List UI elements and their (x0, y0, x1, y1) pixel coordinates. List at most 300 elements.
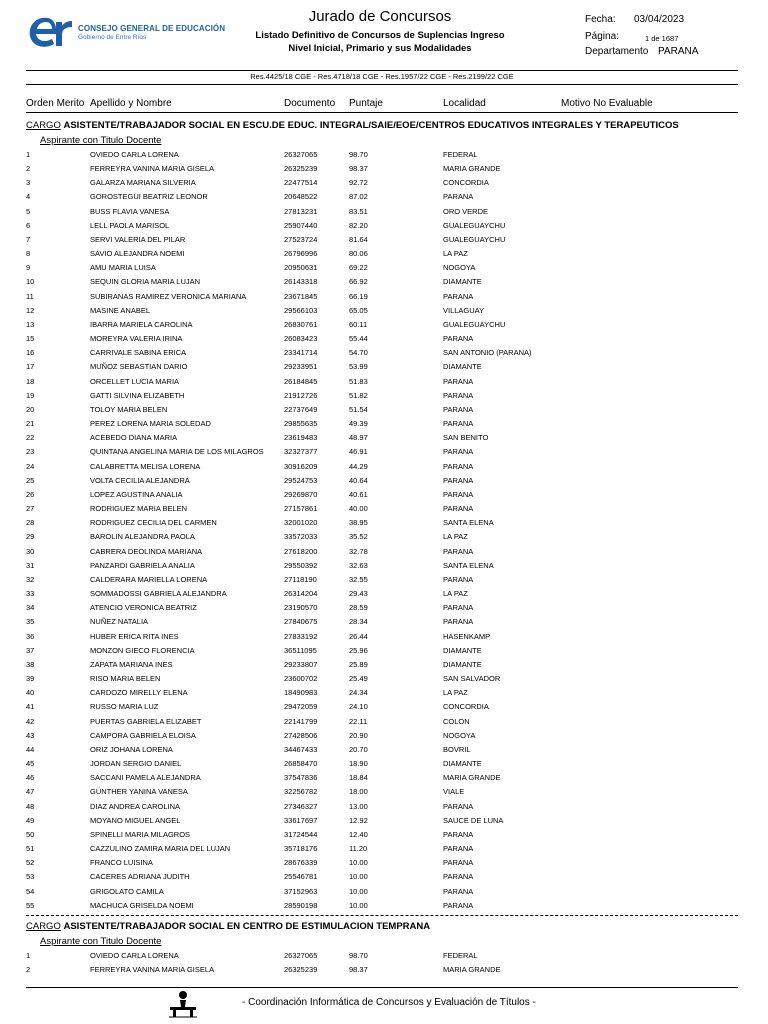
cell-localidad: SAN BENITO (443, 433, 489, 443)
cell-apellido-nombre: MACHUCA GRISELDA NOEMI (90, 900, 194, 910)
cell-orden-merito: 45 (26, 759, 35, 769)
cell-orden-merito: 7 (26, 234, 31, 244)
cge-logo (26, 12, 226, 52)
cell-orden-merito: 43 (26, 730, 35, 740)
cell-puntaje: 46.91 (349, 447, 368, 457)
cell-orden-merito: 42 (26, 716, 35, 726)
cell-puntaje: 25.89 (349, 659, 368, 669)
cell-localidad: PARANA (443, 886, 474, 896)
departamento-label: Departamento (585, 46, 649, 57)
cell-documento: 34467433 (284, 744, 318, 754)
table-row (0, 221, 768, 235)
table-row (0, 532, 768, 546)
cell-apellido-nombre: CARRIVALE SABINA ERICA (90, 348, 187, 358)
cell-documento: 26327065 (284, 150, 318, 159)
cell-puntaje: 24.34 (349, 688, 368, 698)
cell-apellido-nombre: VOLTA CECILIA ALEJANDRA (90, 475, 190, 485)
cell-localidad: PARANA (443, 461, 474, 471)
cell-apellido-nombre: ORCELLET LUCIA MARIA (90, 376, 180, 386)
cell-documento: 25546781 (284, 872, 318, 882)
cell-orden-merito: 50 (26, 829, 35, 839)
cell-orden-merito: 20 (26, 404, 35, 414)
table-row (0, 632, 768, 646)
pagina-value: 1 de 1687 (645, 34, 679, 43)
cell-apellido-nombre: AMU MARIA LUISA (90, 263, 156, 273)
cell-puntaje: 98.37 (349, 965, 368, 975)
cell-puntaje: 12.92 (349, 815, 368, 825)
cell-localidad: PARANA (443, 829, 474, 839)
cell-orden-merito: 9 (26, 263, 31, 273)
col-header-localidad: Localidad (443, 98, 486, 109)
cell-localidad: PARANA (443, 192, 474, 202)
table-row (0, 504, 768, 518)
cell-puntaje: 83.51 (349, 206, 368, 216)
cell-apellido-nombre: RISO MARIA BELEN (90, 674, 161, 684)
logo-org-name: CONSEJO GENERAL DE EDUCACIÓN (78, 24, 226, 33)
cargo-title: ASISTENTE/TRABAJADOR SOCIAL EN CENTRO DE ESTIMULACION TEMPRANA (63, 921, 431, 932)
table-row (0, 277, 768, 291)
cell-documento: 27428506 (284, 730, 318, 740)
table-row (0, 773, 768, 787)
section-dashed-divider (26, 915, 738, 916)
table-row (0, 419, 768, 433)
cell-puntaje: 29.43 (349, 589, 368, 599)
cell-apellido-nombre: RUSSO MARIA LUZ (90, 702, 159, 712)
table-row (0, 688, 768, 702)
logo-gov-name: Gobierno de Entre Ríos (78, 34, 147, 41)
cell-localidad: LA PAZ (443, 532, 468, 542)
cell-documento: 18490983 (284, 688, 318, 698)
cell-orden-merito: 25 (26, 475, 35, 485)
cell-documento: 23190570 (284, 603, 318, 613)
cell-orden-merito: 3 (26, 178, 31, 188)
cell-documento: 26858470 (284, 759, 318, 769)
cell-localidad: PARANA (443, 291, 474, 301)
col-header-orden: Orden Merito (26, 98, 85, 109)
table-row (0, 192, 768, 206)
cell-puntaje: 28.34 (349, 617, 368, 627)
cell-localidad: PARANA (443, 900, 474, 910)
table-row (0, 263, 768, 277)
table-row (0, 306, 768, 320)
resoluciones-text: Res.4425/18 CGE - Res.4718/18 CGE - Res.1957/22 CGE - Res.2199/22 CGE (250, 72, 514, 81)
cell-puntaje: 20.70 (349, 744, 368, 754)
table-row (0, 334, 768, 348)
cell-puntaje: 10.00 (349, 858, 368, 868)
table-row (0, 901, 768, 915)
footer-text: - Coordinación Informática de Concursos y Evaluación de Títulos - (242, 997, 536, 1008)
cell-puntaje: 32.63 (349, 560, 368, 570)
cell-localidad: COLON (443, 716, 470, 726)
cell-orden-merito: 23 (26, 447, 35, 457)
cell-apellido-nombre: GRIGOLATO CAMILA (90, 886, 164, 896)
cell-puntaje: 32.78 (349, 546, 368, 556)
cell-apellido-nombre: SPINELLI MARIA MILAGROS (90, 829, 191, 839)
cell-localidad: PARANA (443, 404, 474, 414)
cell-apellido-nombre: SUBIRANAS RAMIREZ VERONICA MARIANA (90, 291, 247, 301)
cell-apellido-nombre: LELL PAOLA MARISOL (90, 220, 170, 230)
cell-orden-merito: 18 (26, 376, 35, 386)
cell-documento: 33572033 (284, 532, 318, 542)
cell-localidad: FEDERAL (443, 951, 478, 960)
col-header-apellido: Apellido y Nombre (90, 98, 172, 109)
cell-apellido-nombre: GÜNTHER YANINA VANESA (90, 787, 188, 797)
cell-documento: 22141799 (284, 716, 318, 726)
cell-documento: 27523724 (284, 234, 318, 244)
cell-documento: 23600702 (284, 674, 318, 684)
table-row (0, 292, 768, 306)
cell-apellido-nombre: CALABRETTA MELISA LORENA (90, 461, 201, 471)
cell-apellido-nombre: FRANCO LUISINA (90, 858, 153, 868)
cell-documento: 27813231 (284, 206, 318, 216)
cell-puntaje: 12.40 (349, 829, 368, 839)
cell-documento: 29566103 (284, 305, 318, 315)
cell-documento: 30916209 (284, 461, 318, 471)
table-row (0, 858, 768, 872)
cell-localidad: NOGOYA (443, 263, 476, 273)
cell-apellido-nombre: MUÑOZ SEBASTIAN DARIO (90, 362, 188, 372)
cell-localidad: PARANA (443, 858, 474, 868)
cell-puntaje: 66.92 (349, 277, 368, 287)
cell-localidad: GUALEGUAYCHU (443, 220, 506, 230)
cell-puntaje: 87.02 (349, 192, 368, 202)
cell-puntaje: 25.49 (349, 674, 368, 684)
cell-puntaje: 98.70 (349, 951, 368, 960)
cell-puntaje: 53.99 (349, 362, 368, 372)
cell-puntaje: 54.70 (349, 348, 368, 358)
cell-puntaje: 51.83 (349, 376, 368, 386)
table-row (0, 816, 768, 830)
cell-documento: 29524753 (284, 475, 318, 485)
cell-apellido-nombre: NUÑEZ NATALIA (90, 617, 149, 627)
cell-documento: 27118190 (284, 574, 317, 584)
cell-documento: 29472059 (284, 702, 318, 712)
cell-orden-merito: 40 (26, 688, 35, 698)
table-row (0, 207, 768, 221)
cell-localidad: DIAMANTE (443, 659, 482, 669)
cell-documento: 36511095 (284, 645, 317, 655)
cell-orden-merito: 4 (26, 192, 31, 202)
cell-documento: 28590198 (284, 900, 318, 910)
cell-documento: 29550392 (284, 560, 318, 570)
cell-puntaje: 60.11 (349, 319, 368, 329)
cell-orden-merito: 15 (26, 334, 35, 344)
cell-documento: 20648522 (284, 192, 318, 202)
cell-orden-merito: 29 (26, 532, 35, 542)
cell-documento: 29233807 (284, 659, 318, 669)
cell-orden-merito: 35 (26, 617, 35, 627)
cell-apellido-nombre: SEQUIN GLORIA MARIA LUJAN (90, 277, 201, 287)
cell-orden-merito: 53 (26, 872, 35, 882)
cell-localidad: PARANA (443, 603, 474, 613)
cell-apellido-nombre: HUBER ERICA RITA INES (90, 631, 179, 641)
cell-puntaje: 82.20 (349, 220, 368, 230)
cell-documento: 29269870 (284, 489, 318, 499)
cell-documento: 22737649 (284, 404, 318, 414)
cell-localidad: PARANA (443, 872, 474, 882)
cge-logo-icon (26, 12, 74, 52)
cell-documento: 27346327 (284, 801, 318, 811)
cell-localidad: SANTA ELENA (443, 560, 494, 570)
table-row (0, 646, 768, 660)
cell-puntaje: 32.55 (349, 574, 368, 584)
cell-localidad: PARANA (443, 801, 474, 811)
cell-apellido-nombre: FERREYRA VANINA MARIA GISELA (90, 965, 215, 975)
cell-puntaje: 26.44 (349, 631, 368, 641)
table-row (0, 802, 768, 816)
cell-puntaje: 80.06 (349, 249, 368, 259)
table-row (0, 447, 768, 461)
cell-localidad: SAN SALVADOR (443, 674, 501, 684)
table-row (0, 405, 768, 419)
cell-apellido-nombre: SOMMADOSSI GABRIELA ALEJANDRA (90, 589, 227, 599)
cell-orden-merito: 12 (26, 305, 35, 315)
table-row (0, 490, 768, 504)
cell-orden-merito: 49 (26, 815, 35, 825)
cell-localidad: LA PAZ (443, 589, 468, 599)
cell-puntaje: 51.54 (349, 404, 368, 414)
table-row (0, 433, 768, 447)
cell-documento: 20950631 (284, 263, 318, 273)
cell-puntaje: 40.64 (349, 475, 368, 485)
cell-localidad: VIALE (443, 787, 465, 797)
cell-localidad: ORO VERDE (443, 206, 489, 216)
table-row (0, 830, 768, 844)
table-row (0, 589, 768, 603)
resoluciones-divider (26, 84, 738, 85)
cell-apellido-nombre: PEREZ LORENA MARIA SOLEDAD (90, 419, 211, 429)
cargo-heading-1 (26, 120, 679, 131)
col-header-puntaje: Puntaje (349, 98, 383, 109)
cell-orden-merito: 6 (26, 220, 31, 230)
cargo-label: CARGO (26, 921, 61, 932)
cell-documento: 33617697 (284, 815, 318, 825)
cell-orden-merito: 41 (26, 702, 35, 712)
cell-puntaje: 28.59 (349, 603, 368, 613)
cell-apellido-nombre: CACERES ADRIANA JUDITH (90, 872, 190, 882)
cell-apellido-nombre: DIAZ ANDREA CAROLINA (90, 801, 181, 811)
table-row (0, 320, 768, 334)
cell-localidad: CONCORDIA (443, 178, 489, 188)
cell-puntaje: 48.97 (349, 433, 368, 443)
cell-localidad: MARIA GRANDE (443, 773, 501, 783)
footer-divider (26, 987, 738, 988)
cell-orden-merito: 33 (26, 589, 35, 599)
cell-apellido-nombre: CALDERARA MARIELLA LORENA (90, 574, 208, 584)
cell-localidad: VILLAGUAY (443, 305, 485, 315)
cell-orden-merito: 17 (26, 362, 35, 372)
cell-puntaje: 44.29 (349, 461, 368, 471)
cell-localidad: DIAMANTE (443, 362, 482, 372)
page-subtitle-2: Nivel Inicial, Primario y sus Modalidades (288, 43, 472, 54)
cargo-label: CARGO (26, 120, 61, 131)
cell-documento: 29233951 (284, 362, 318, 372)
cell-orden-merito: 32 (26, 574, 35, 584)
cell-apellido-nombre: MASINE ANABEL (90, 305, 151, 315)
table-row (0, 702, 768, 716)
table-row (0, 745, 768, 759)
cell-localidad: PARANA (443, 376, 474, 386)
cell-orden-merito: 2 (26, 965, 31, 975)
cell-documento: 26327065 (284, 951, 318, 960)
cell-localidad: PARANA (443, 617, 474, 627)
cell-orden-merito: 8 (26, 249, 31, 259)
cell-apellido-nombre: ORIZ JOHANA LORENA (90, 744, 173, 754)
cell-apellido-nombre: SERVI VALERIA DEL PILAR (90, 234, 186, 244)
cell-puntaje: 13.00 (349, 801, 368, 811)
departamento-value: PARANA (658, 46, 699, 57)
cell-puntaje: 24.10 (349, 702, 368, 712)
cell-apellido-nombre: BAROLIN ALEJANDRA PAOLA (90, 532, 195, 542)
cell-apellido-nombre: ZAPATA MARIANA INES (90, 659, 173, 669)
cell-orden-merito: 16 (26, 348, 35, 358)
cell-orden-merito: 46 (26, 773, 35, 783)
cell-puntaje: 98.37 (349, 164, 368, 174)
cell-documento: 32256782 (284, 787, 318, 797)
cell-localidad: PARANA (443, 475, 474, 485)
cell-documento: 32327377 (284, 447, 318, 457)
cell-puntaje: 35.52 (349, 532, 368, 542)
table-row (0, 547, 768, 561)
cell-orden-merito: 34 (26, 603, 35, 613)
school-desk-icon (168, 990, 198, 1018)
cell-apellido-nombre: GATTI SILVINA ELIZABETH (90, 390, 185, 400)
table-row (0, 249, 768, 263)
cell-apellido-nombre: PANZARDI GABRIELA ANALIA (90, 560, 195, 570)
cell-localidad: LA PAZ (443, 249, 468, 259)
cell-apellido-nombre: CAZZULINO ZAMIRA MARIA DEL LUJAN (90, 844, 231, 854)
table-row (0, 965, 768, 979)
cell-orden-merito: 26 (26, 489, 35, 499)
cell-documento: 26184845 (284, 376, 318, 386)
cargo-heading-2 (26, 921, 430, 932)
cell-documento: 26325239 (284, 164, 318, 174)
cell-apellido-nombre: LOPEZ AGUSTINA ANALIA (90, 489, 183, 499)
page-subtitle-1: Listado Definitivo de Concursos de Suplencias Ingreso (255, 30, 505, 41)
cell-documento: 26325239 (284, 965, 318, 975)
cell-apellido-nombre: PUERTAS GABRIELA ELIZABET (90, 716, 202, 726)
cell-puntaje: 81.64 (349, 234, 368, 244)
table-row (0, 391, 768, 405)
cell-documento: 21912726 (284, 390, 318, 400)
cell-orden-merito: 36 (26, 631, 35, 641)
table-row (0, 872, 768, 886)
cell-documento: 28676339 (284, 858, 318, 868)
cell-orden-merito: 1 (26, 951, 31, 960)
cell-puntaje: 65.05 (349, 305, 368, 315)
aspirante-heading-1: Aspirante con Titulo Docente (40, 135, 162, 146)
table-row (0, 887, 768, 901)
cell-orden-merito: 21 (26, 419, 35, 429)
cell-apellido-nombre: MOREYRA VALERIA IRINA (90, 334, 183, 344)
fecha-label: Fecha: (585, 14, 616, 25)
cell-documento: 26830761 (284, 319, 318, 329)
cell-orden-merito: 1 (26, 150, 31, 159)
cell-orden-merito: 47 (26, 787, 35, 797)
cell-puntaje: 10.00 (349, 900, 368, 910)
cell-orden-merito: 48 (26, 801, 35, 811)
cell-puntaje: 92.72 (349, 178, 368, 188)
cell-puntaje: 40.61 (349, 489, 368, 499)
cell-orden-merito: 19 (26, 390, 35, 400)
cell-puntaje: 20.90 (349, 730, 368, 740)
cell-apellido-nombre: FERREYRA VANINA MARIA GISELA (90, 164, 215, 174)
table-row (0, 518, 768, 532)
cell-orden-merito: 55 (26, 900, 35, 910)
cell-localidad: DIAMANTE (443, 645, 482, 655)
cell-apellido-nombre: BUSS FLAVIA VANESA (90, 206, 170, 216)
cell-documento: 35718176 (284, 844, 318, 854)
cell-localidad: PARANA (443, 419, 474, 429)
cell-documento: 26083423 (284, 334, 318, 344)
cell-localidad: SANTA ELENA (443, 518, 494, 528)
aspirante-heading-2: Aspirante con Titulo Docente (40, 936, 162, 947)
cell-apellido-nombre: CABRERA DEOLINDA MARIANA (90, 546, 203, 556)
cell-orden-merito: 24 (26, 461, 35, 471)
cell-documento: 27157861 (284, 504, 318, 514)
cell-apellido-nombre: ACEBEDO DIANA MARIA (90, 433, 178, 443)
table-row (0, 377, 768, 391)
cell-orden-merito: 44 (26, 744, 35, 754)
cell-orden-merito: 5 (26, 206, 31, 216)
cell-localidad: SAUCE DE LUNA (443, 815, 504, 825)
cell-documento: 26143318 (284, 277, 318, 287)
table-row (0, 476, 768, 490)
cell-orden-merito: 13 (26, 319, 35, 329)
table-row (0, 348, 768, 362)
cell-localidad: PARANA (443, 546, 474, 556)
cell-documento: 26314204 (284, 589, 318, 599)
cell-localidad: DIAMANTE (443, 759, 482, 769)
cell-localidad: FEDERAL (443, 150, 478, 159)
cell-apellido-nombre: MONZON GIECO FLORENCIA (90, 645, 195, 655)
table-row (0, 235, 768, 249)
cell-documento: 32001020 (284, 518, 318, 528)
cell-localidad: MARIA GRANDE (443, 965, 501, 975)
cell-documento: 26796996 (284, 249, 318, 259)
cell-orden-merito: 10 (26, 277, 35, 287)
cell-puntaje: 18.84 (349, 773, 368, 783)
cell-apellido-nombre: QUINTANA ANGELINA MARIA DE LOS MILAGROS (90, 447, 264, 457)
cell-localidad: BOVRIL (443, 744, 471, 754)
cell-puntaje: 55.44 (349, 334, 368, 344)
cell-puntaje: 51.82 (349, 390, 368, 400)
cell-localidad: GUALEGUAYCHU (443, 234, 506, 244)
cell-localidad: SAN ANTONIO (PARANA) (443, 348, 532, 358)
cell-puntaje: 38.95 (349, 518, 368, 528)
table-row (0, 164, 768, 178)
cell-documento: 29855635 (284, 419, 318, 429)
table-row (0, 150, 768, 164)
cell-apellido-nombre: MOYANO MIGUEL ANGEL (90, 815, 181, 825)
table-row (0, 844, 768, 858)
pagina-label: Página: (585, 31, 619, 42)
table-row (0, 660, 768, 674)
cell-puntaje: 49.39 (349, 419, 368, 429)
cell-documento: 22477514 (284, 178, 318, 188)
cell-localidad: LA PAZ (443, 688, 468, 698)
cell-puntaje: 18.90 (349, 759, 368, 769)
cell-puntaje: 22.11 (349, 716, 368, 726)
cell-puntaje: 10.00 (349, 872, 368, 882)
cell-localidad: PARANA (443, 390, 474, 400)
cell-puntaje: 69.22 (349, 263, 368, 273)
cell-orden-merito: 52 (26, 858, 35, 868)
cell-documento: 27840675 (284, 617, 318, 627)
cell-localidad: DIAMANTE (443, 277, 482, 287)
table-row (0, 462, 768, 476)
cell-apellido-nombre: OVIEDO CARLA LORENA (90, 150, 179, 159)
